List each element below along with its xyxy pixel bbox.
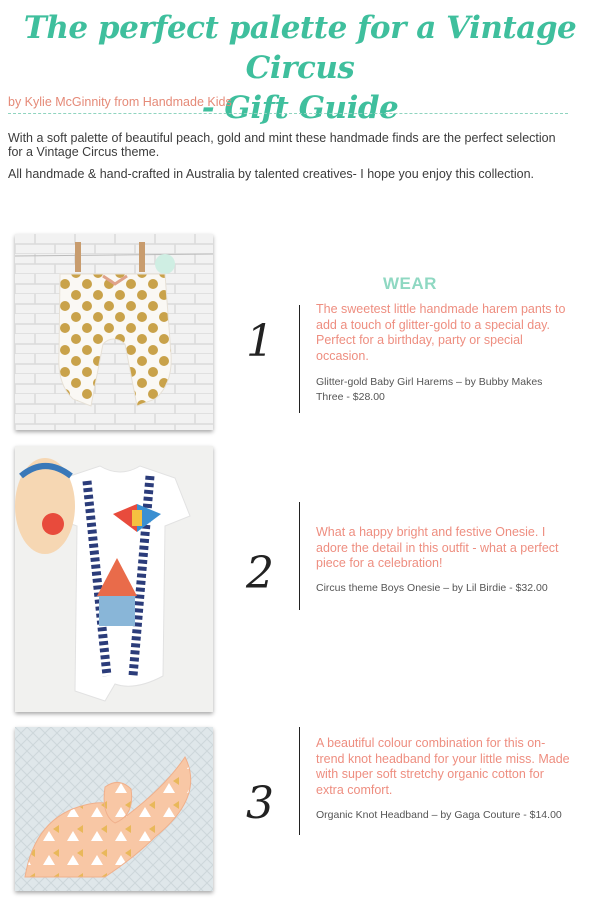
item-2-description: What a happy bright and festive Onesie. I adore the detail in this outfit - what a perfect piece for a celebration! bbox=[316, 525, 559, 570]
item-3-product: Organic Knot Headband – by Gaga Couture - $14.00 bbox=[316, 809, 562, 821]
dashed-divider bbox=[8, 113, 568, 114]
harem-pants-image bbox=[15, 234, 213, 430]
section-heading-wear: WEAR bbox=[383, 274, 437, 293]
item-1-divider bbox=[299, 305, 300, 413]
headband-photo bbox=[15, 727, 213, 891]
item-2-product: Circus theme Boys Onesie – by Lil Birdie - $32.00 bbox=[316, 582, 548, 594]
intro-paragraph-2: All handmade & hand-crafted in Australia by talented creatives- I hope you enjoy this collection. bbox=[8, 167, 535, 181]
item-1-description: The sweetest little handmade harem pants to add a touch of glitter-gold to a special day. Perfect for a birthday, party or special occasion. bbox=[316, 302, 566, 363]
intro-text bbox=[8, 131, 568, 189]
item-1-product: Glitter-gold Baby Girl Harems – by Bubby Makes Three - $28.00 bbox=[316, 376, 543, 403]
item-number-2: 2 bbox=[246, 548, 274, 599]
item-3-divider bbox=[299, 727, 300, 835]
harem-pants-photo bbox=[15, 234, 213, 430]
item-2-divider bbox=[299, 502, 300, 610]
byline: by Kylie McGinnity from Handmade Kids bbox=[8, 95, 232, 109]
onesie-photo bbox=[15, 446, 213, 712]
item-number-3: 3 bbox=[246, 778, 274, 829]
intro-paragraph-1: With a soft palette of beautiful peach, gold and mint these handmade finds are the perfect selection for a Vintage Circus theme. bbox=[8, 131, 556, 159]
title-line-1: The perfect palette for a Vintage Circus bbox=[23, 10, 577, 86]
headband-image bbox=[15, 727, 213, 891]
onesie-image bbox=[15, 446, 213, 712]
title-line-2: - Gift Guide bbox=[201, 90, 399, 126]
item-3-description: A beautiful colour combination for this on-trend knot headband for your little miss. Made with super soft stretchy organic cotton for extra comfort. bbox=[316, 736, 570, 797]
item-number-1: 1 bbox=[246, 316, 274, 367]
page-title bbox=[0, 8, 600, 128]
